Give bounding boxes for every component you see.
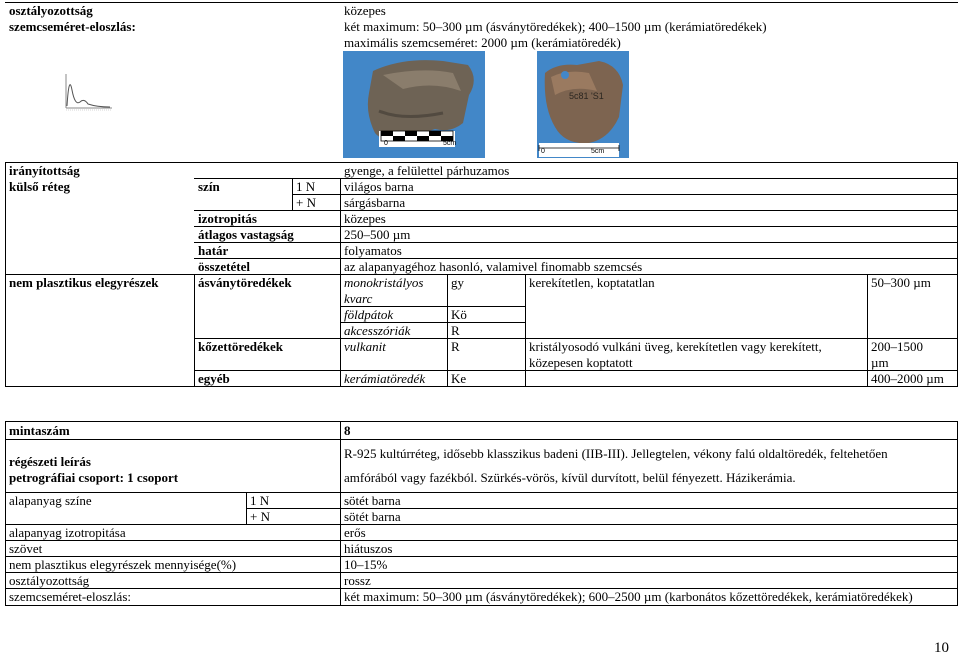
volcanic-size-1: 200–1500 xyxy=(871,339,923,354)
orientation-value: gyenge, a felülettel párhuzamos xyxy=(344,163,510,178)
matrix-n2-value: sötét barna xyxy=(344,509,401,524)
page-number: 10 xyxy=(934,640,949,656)
outer-n2-value: sárgásbarna xyxy=(344,195,406,210)
sherd-photo-1 xyxy=(343,51,485,158)
outer-layer-label: külső réteg xyxy=(9,179,71,194)
table-rule xyxy=(194,370,958,371)
table-rule xyxy=(5,540,958,541)
composition-value: az alapanyagéhoz hasonló, valamivel finomabb szemcsés xyxy=(344,259,643,274)
scale-bar-1-five: 5cm xyxy=(443,140,457,147)
table-rule xyxy=(340,322,526,323)
feldspar-frequency: Kö xyxy=(451,307,467,322)
boundary-label: határ xyxy=(198,243,229,258)
grainsize-value-1: két maximum: 50–300 µm (ásványtöredékek); 400–1500 µm (kerámiatöredékek) xyxy=(344,19,767,34)
table-rule xyxy=(340,306,526,307)
isotropy-value: közepes xyxy=(344,211,386,226)
sample-grainsize-value: két maximum: 50–300 µm (ásványtöredékek); 600–2500 µm (karbonátos kőzettöredékek, kerámiatöredékek) xyxy=(344,589,913,604)
ceramic-label: kerámiatöredék xyxy=(344,371,426,386)
table-rule xyxy=(340,178,341,274)
np-amount-value: 10–15% xyxy=(344,557,388,572)
fabric-label: szövet xyxy=(9,541,43,556)
outer-n1-value: világos barna xyxy=(344,179,414,194)
table-rule xyxy=(292,178,293,210)
table-border xyxy=(957,421,958,606)
thickness-value: 250–500 µm xyxy=(344,227,411,242)
arch-description-label: régészeti leírás xyxy=(9,454,91,469)
matrix-n1-value: sötét barna xyxy=(344,493,401,508)
mono-description: kerekítetlen, koptatatlan xyxy=(529,275,655,290)
orientation-label: irányítottság xyxy=(9,163,80,178)
color-label: szín xyxy=(198,179,220,194)
fabric-value: hiátuszos xyxy=(344,541,393,556)
volcanic-frequency: R xyxy=(451,339,460,354)
sample-id-value: 8 xyxy=(344,423,351,438)
table-rule xyxy=(194,226,958,227)
arch-description-line-2: amfórából vagy fazékból. Szürkés-vörös, kívül durvított, belül fényezett. Házikerámia. xyxy=(344,470,796,485)
matrix-isotropy-label: alapanyag izotropitása xyxy=(9,525,126,540)
table-rule xyxy=(340,421,341,606)
table-rule xyxy=(194,274,195,386)
volcanic-description-1: kristályosodó vulkáni üveg, kerekítetlen vagy kerekített, xyxy=(529,339,822,354)
scale-bar-2-zero: 0 xyxy=(541,148,545,155)
ceramic-size: 400–2000 µm xyxy=(871,371,944,386)
table-rule xyxy=(5,572,958,573)
table-rule xyxy=(5,439,958,440)
boundary-value: folyamatos xyxy=(344,243,402,258)
table-rule xyxy=(194,242,958,243)
scale-bar-1-zero: 0 xyxy=(384,140,388,147)
grainsize-distribution-plot xyxy=(62,72,114,114)
table-border xyxy=(957,162,958,386)
table-rule xyxy=(292,194,958,195)
table-border xyxy=(5,421,6,606)
table-rule xyxy=(447,274,448,386)
grainsize-label: szemcseméret-eloszlás: xyxy=(9,19,136,34)
sorting-value: közepes xyxy=(344,3,386,18)
accessory-label: akcesszóriák xyxy=(344,323,411,338)
table-border xyxy=(5,162,6,386)
sample-grainsize-label: szemcseméret-eloszlás: xyxy=(9,589,131,604)
table-rule xyxy=(194,338,958,339)
sherd-photo-2 xyxy=(537,51,629,158)
table-rule xyxy=(5,588,958,589)
matrix-color-label: alapanyag színe xyxy=(9,493,92,508)
other-label: egyéb xyxy=(198,371,230,386)
table-rule xyxy=(5,556,958,557)
isotropy-label: izotropitás xyxy=(198,211,257,226)
thickness-label: átlagos vastagság xyxy=(198,227,294,242)
sample-sorting-value: rossz xyxy=(344,573,371,588)
feldspar-label: földpátok xyxy=(344,307,394,322)
table-rule xyxy=(5,492,958,493)
table-rule xyxy=(340,274,341,386)
nonplastic-label: nem plasztikus elegyrészek xyxy=(9,275,159,290)
table-border xyxy=(5,421,958,422)
np-amount-label: nem plasztikus elegyrészek mennyisége(%) xyxy=(9,557,237,572)
matrix-isotropy-value: erős xyxy=(344,525,366,540)
mineral-label: ásványtöredékek xyxy=(198,275,292,290)
table-border xyxy=(5,386,958,387)
sorting-label: osztályozottság xyxy=(9,3,93,18)
sample-sorting-label: osztályozottság xyxy=(9,573,90,588)
rock-label: kőzettöredékek xyxy=(198,339,283,354)
mono-size: 50–300 µm xyxy=(871,275,931,290)
table-rule xyxy=(194,210,958,211)
table-rule xyxy=(246,508,958,509)
volcanic-label: vulkanit xyxy=(344,339,386,354)
petro-group-label: petrográfiai csoport: 1 csoport xyxy=(9,470,179,485)
grainsize-value-2: maximális szemcseméret: 2000 µm (kerámiatöredék) xyxy=(344,35,621,50)
volcanic-size-2: µm xyxy=(871,355,889,370)
table-rule xyxy=(867,274,868,386)
scale-bar-2-five: 5cm xyxy=(591,148,605,155)
table-rule xyxy=(194,258,958,259)
arch-description-line-1: R-925 kultúrréteg, idősebb klasszikus badeni (IIB-III). Jellegtelen, vékony falú oldaltöredék, feltehetően xyxy=(344,446,888,461)
kvarc-label: kvarc xyxy=(344,291,373,306)
outer-n1-label: 1 N xyxy=(296,179,316,194)
mono-label: monokristályos xyxy=(344,275,424,290)
ceramic-frequency: Ke xyxy=(451,371,467,386)
table-rule xyxy=(246,492,247,524)
matrix-n2-label: + N xyxy=(250,509,270,524)
table-border xyxy=(5,2,958,3)
table-rule xyxy=(525,274,526,386)
accessory-frequency: R xyxy=(451,323,460,338)
table-rule xyxy=(5,524,958,525)
volcanic-description-2: közepesen koptatott xyxy=(529,355,633,370)
outer-n2-label: + N xyxy=(296,195,316,210)
mono-frequency: gy xyxy=(451,275,464,290)
composition-label: összetétel xyxy=(198,259,250,274)
table-border xyxy=(5,605,958,606)
sherd-inscription: 5c81 'S1 xyxy=(569,91,604,101)
matrix-n1-label: 1 N xyxy=(250,493,270,508)
sample-id-label: mintaszám xyxy=(9,423,70,438)
table-rule xyxy=(194,178,958,179)
